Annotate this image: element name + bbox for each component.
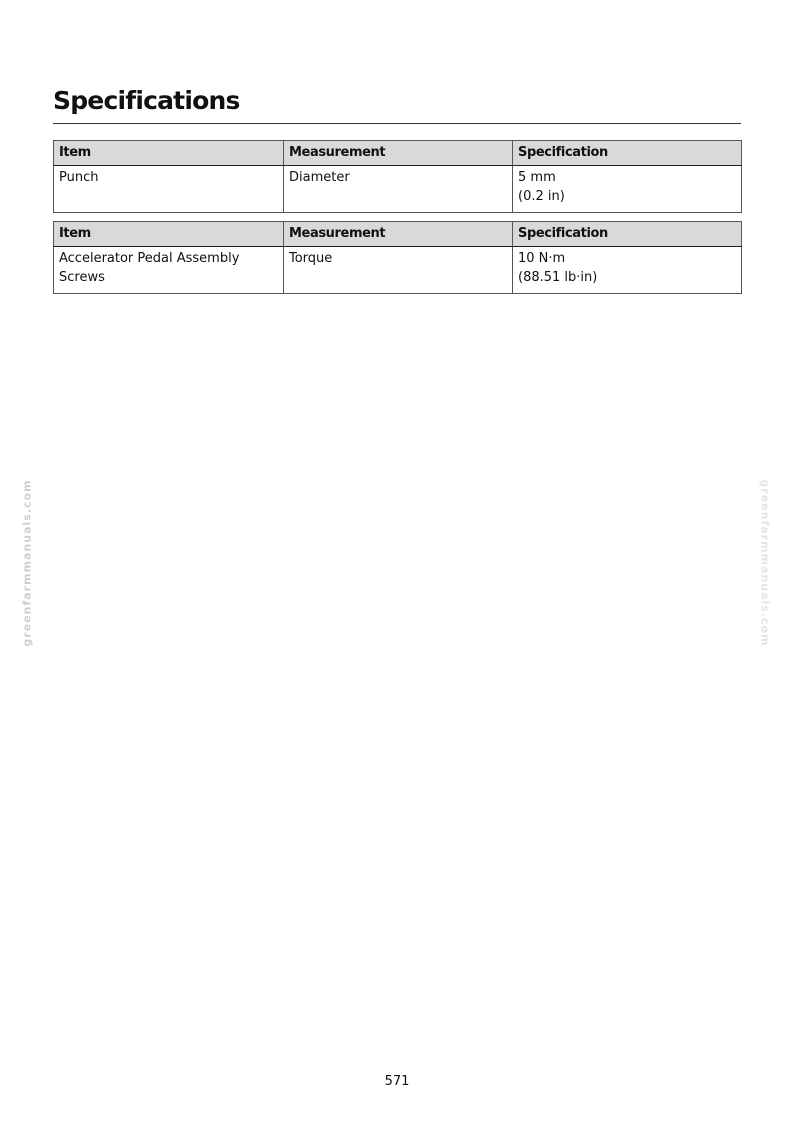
column-header-specification: Specification <box>513 222 742 247</box>
spec-metric-value: 5 mm <box>518 170 556 185</box>
item-cell: Punch <box>54 166 284 213</box>
spec-table-accelerator-pedal <box>53 221 742 294</box>
table-row <box>54 247 742 294</box>
column-header-measurement: Measurement <box>284 141 513 166</box>
column-header-measurement: Measurement <box>284 222 513 247</box>
table-header-row <box>54 222 742 247</box>
spec-imperial-value: (88.51 lb·in) <box>518 270 598 285</box>
column-header-item: Item <box>54 222 284 247</box>
measurement-cell: Torque <box>284 247 513 294</box>
item-cell: Accelerator Pedal Assembly Screws <box>54 247 284 294</box>
watermark-right: greenfarmmanuals.com <box>758 479 772 647</box>
column-header-specification: Specification <box>513 141 742 166</box>
specification-cell <box>513 247 742 294</box>
watermark-left: greenfarmmanuals.com <box>20 479 34 647</box>
spec-imperial-value: (0.2 in) <box>518 189 565 204</box>
page-number: 571 <box>384 1074 410 1089</box>
table-header-row <box>54 141 742 166</box>
table-row <box>54 166 742 213</box>
page-title: Specifications <box>53 86 240 115</box>
spec-metric-value: 10 N·m <box>518 251 566 266</box>
title-divider <box>53 123 741 124</box>
specification-cell <box>513 166 742 213</box>
measurement-cell: Diameter <box>284 166 513 213</box>
spec-table-punch <box>53 140 742 213</box>
column-header-item: Item <box>54 141 284 166</box>
